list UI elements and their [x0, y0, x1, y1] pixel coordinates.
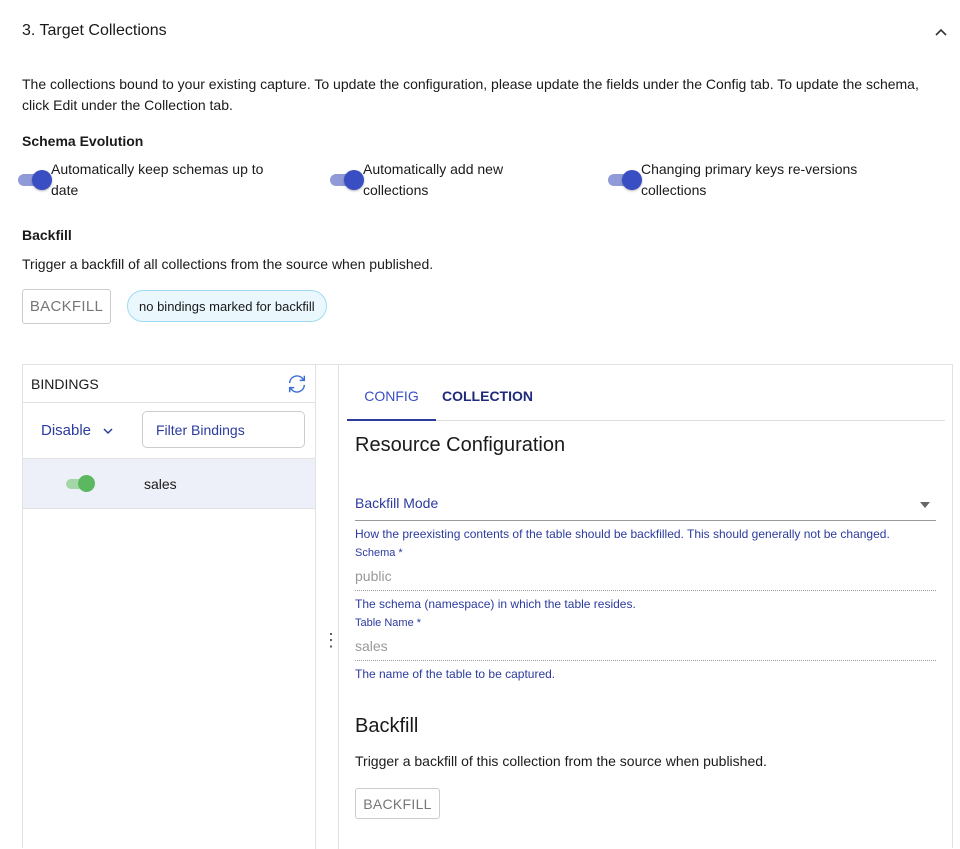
bindings-header [23, 365, 315, 403]
toggle-keep-schemas-label: Automatically keep schemas up to date [51, 161, 264, 198]
section-description: The collections bound to your existing capture. To update the configuration, please update the fields under the Config tab. To update the schema, click Edit under the Collection tab. [22, 76, 919, 113]
schema-label: Schema * [355, 547, 403, 559]
backfill-mode-help: How the preexisting contents of the table should be backfilled. This should generally not be changed. [355, 527, 890, 541]
toggle-primary-keys[interactable] [608, 174, 638, 186]
backfill-description: Trigger a backfill of all collections from the source when published. [22, 256, 434, 272]
resource-config-title: Resource Configuration [355, 434, 566, 456]
section-title: 3. Target Collections [22, 22, 167, 39]
schema-help: The schema (namespace) in which the table resides. [355, 597, 636, 611]
schema-input[interactable]: public [355, 568, 936, 591]
backfill-mode-label: Backfill Mode [355, 495, 439, 511]
details-pane [338, 365, 953, 849]
filter-bindings-input[interactable]: Filter Bindings [142, 411, 305, 448]
backfill-mode-select[interactable] [355, 495, 936, 521]
tabs [347, 365, 945, 421]
backfill-status-chip: no bindings marked for backfill [127, 290, 327, 322]
tab-collection[interactable]: COLLECTION [442, 388, 533, 404]
chevron-down-icon [103, 427, 113, 435]
refresh-icon[interactable] [286, 373, 308, 395]
backfill-all-button[interactable]: BACKFILL [22, 289, 111, 324]
collection-backfill-button[interactable]: BACKFILL [355, 788, 440, 819]
tab-config[interactable]: CONFIG [347, 365, 436, 421]
resize-handle[interactable]: ⋮ [322, 630, 340, 650]
dropdown-arrow-icon [920, 502, 930, 508]
table-name-input[interactable]: sales [355, 638, 936, 661]
collection-backfill-description: Trigger a backfill of this collection from the source when published. [355, 753, 767, 769]
binding-row[interactable] [23, 458, 315, 509]
toggle-add-collections[interactable] [330, 174, 360, 186]
toggle-primary-keys-label: Changing primary keys re-versions collections [641, 161, 858, 198]
chevron-up-icon[interactable] [933, 24, 949, 40]
bindings-panel [22, 364, 953, 848]
table-name-label: Table Name * [355, 617, 422, 629]
disable-dropdown[interactable] [41, 422, 113, 439]
disable-label: Disable [41, 422, 92, 439]
schema-evolution-label: Schema Evolution [22, 133, 144, 149]
binding-name: sales [144, 476, 177, 492]
collection-backfill-title: Backfill [355, 715, 419, 737]
backfill-label: Backfill [22, 227, 72, 243]
bindings-list [23, 365, 316, 849]
bindings-title: BINDINGS [31, 376, 99, 392]
table-name-help: The name of the table to be captured. [355, 667, 556, 681]
toggle-add-collections-label: Automatically add new collections [363, 161, 504, 198]
toggle-keep-schemas[interactable] [18, 174, 48, 186]
binding-enabled-toggle[interactable] [66, 479, 92, 489]
